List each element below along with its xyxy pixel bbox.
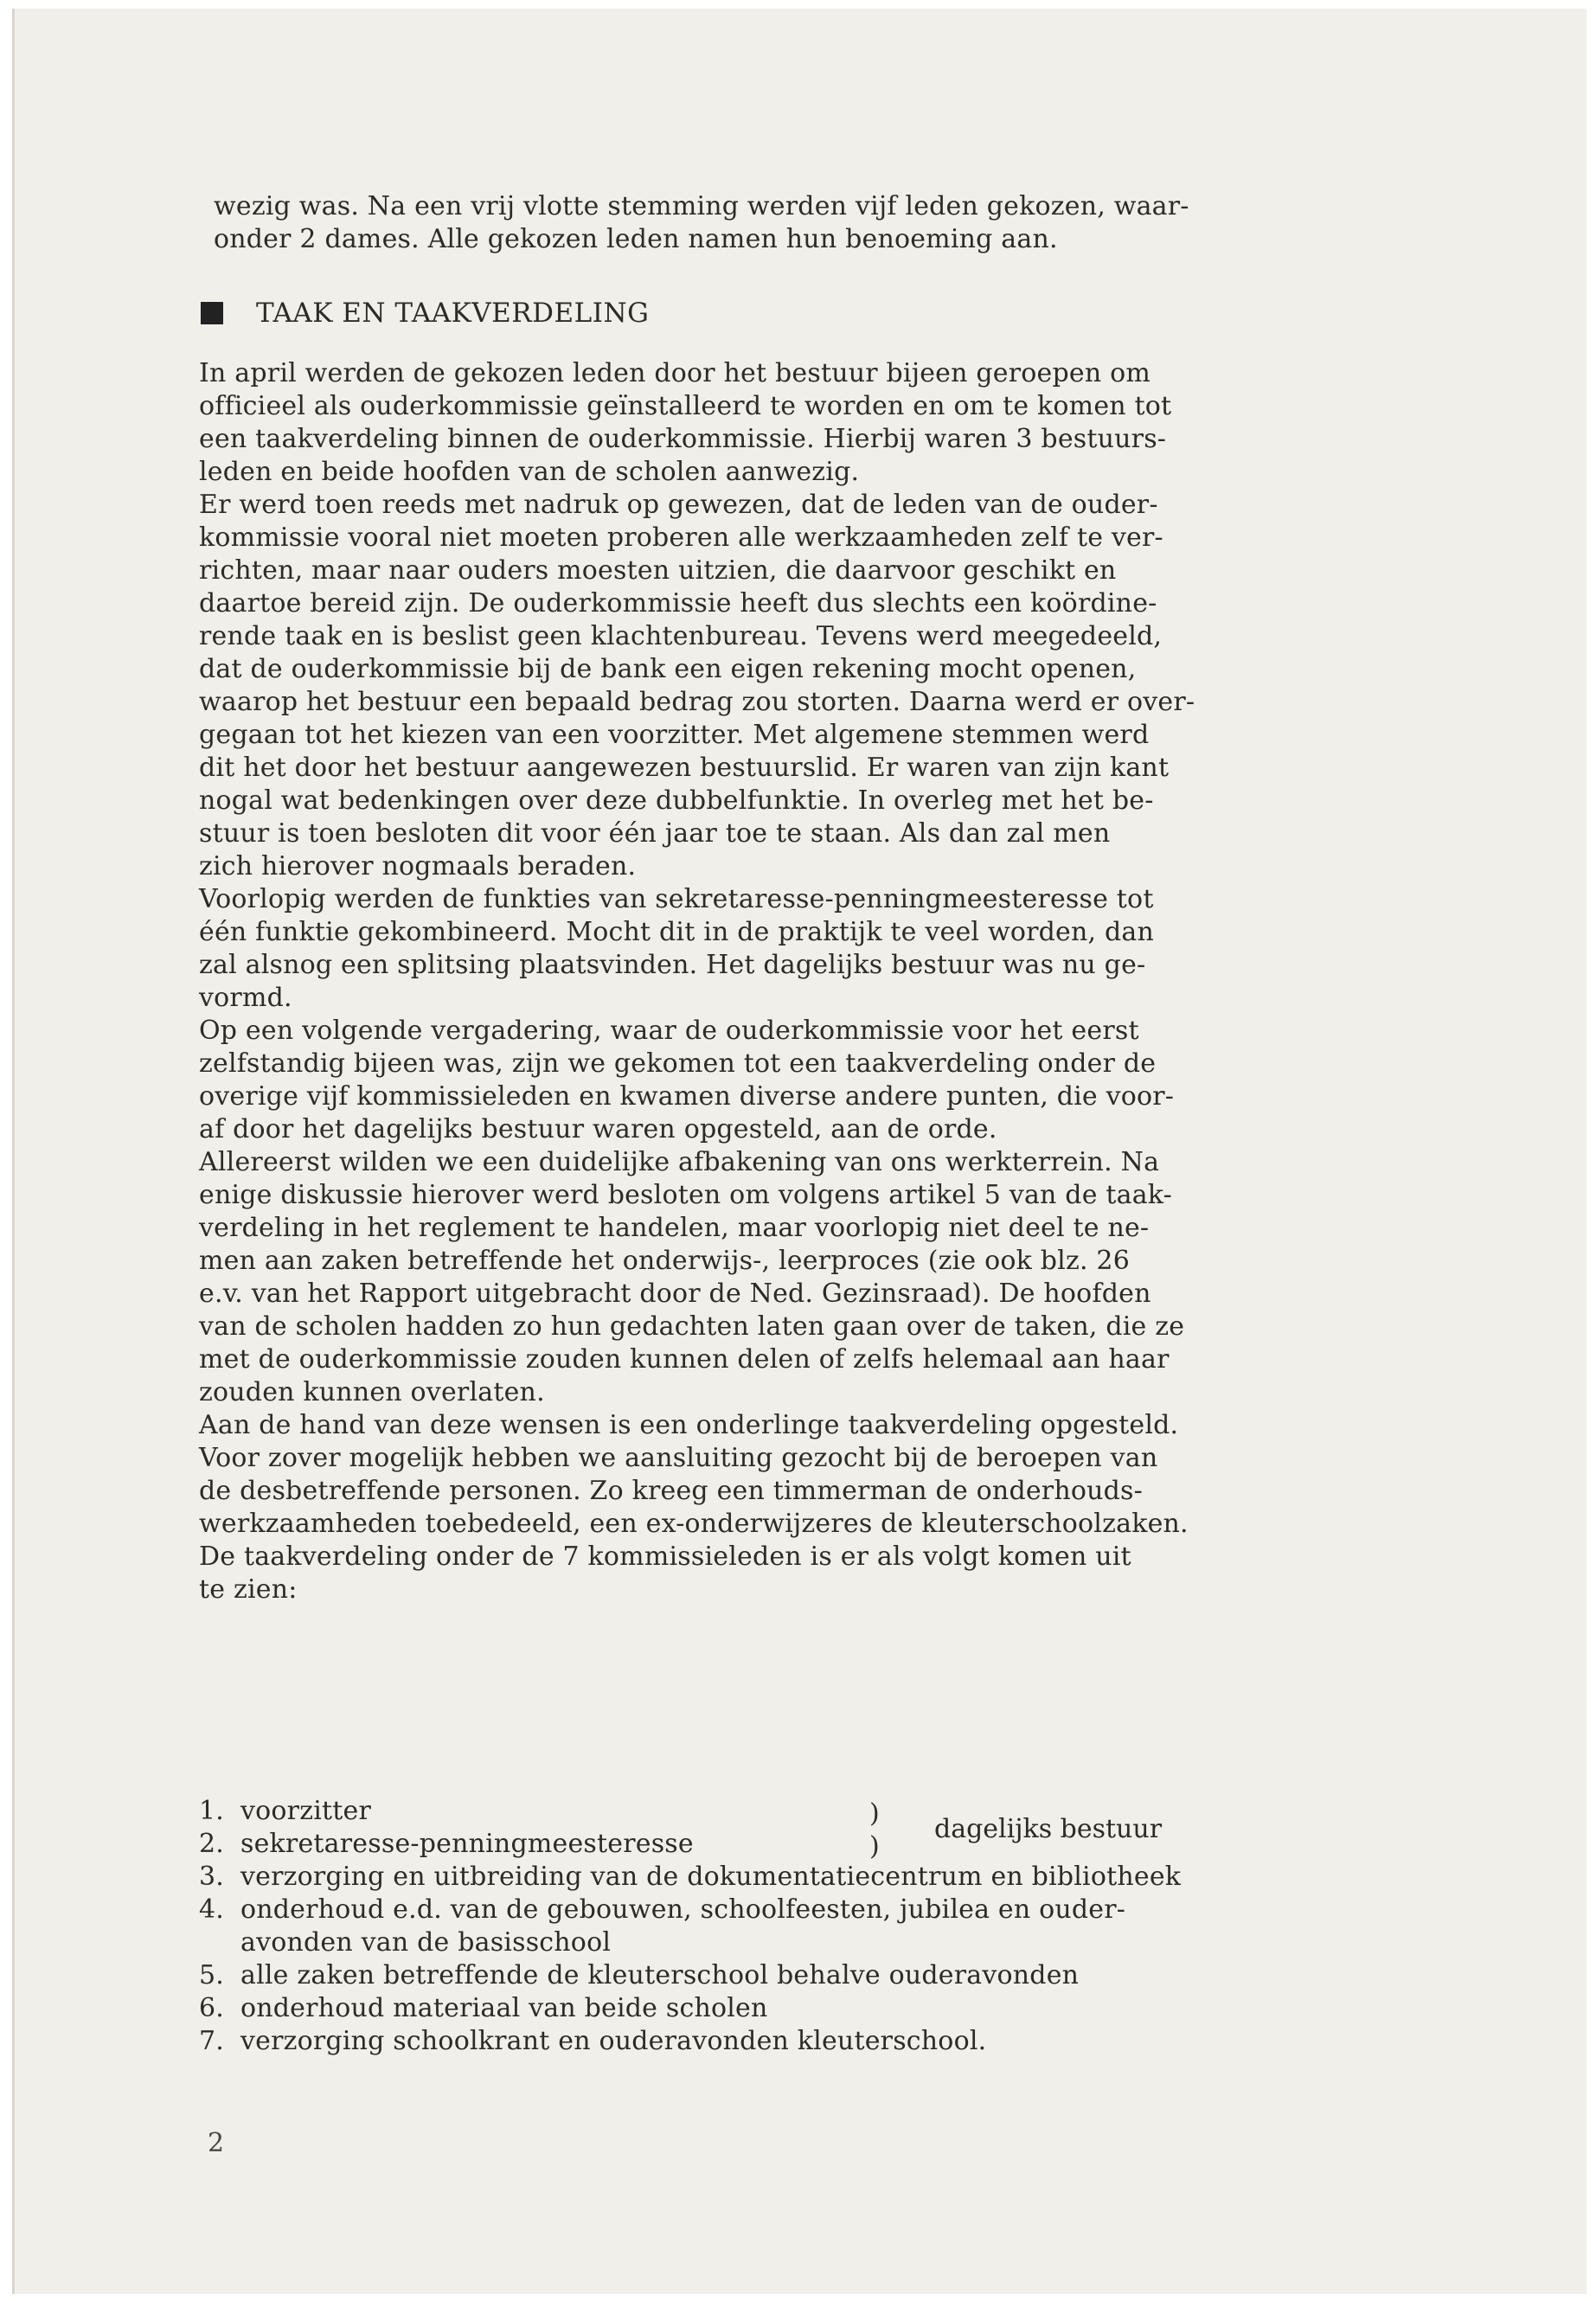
list-number: 6.: [199, 1993, 225, 2023]
text-line: zich hierover nogmaals beraden.: [199, 851, 637, 881]
text-line: stuur is toen besloten dit voor één jaar toe te staan. Als dan zal men: [199, 818, 1111, 849]
text-line: richten, maar naar ouders moesten uitzien, die daarvoor geschikt en: [199, 555, 1117, 586]
text-line: één funktie gekombineerd. Mocht dit in de praktijk te veel worden, dan: [199, 917, 1155, 947]
list-text: verzorging en uitbreiding van de dokumentatiecentrum en bibliotheek: [240, 1862, 1182, 1892]
text-line: e.v. van het Rapport uitgebracht door de Ned. Gezinsraad). De hoofden: [199, 1279, 1151, 1309]
list-item: [199, 1894, 1479, 1926]
list-text: onderhoud e.d. van de gebouwen, schoolfeesten, jubilea en ouder-: [240, 1894, 1126, 1925]
body-text: [199, 356, 1479, 1606]
text-line: werkzaamheden toebedeeld, een ex-onderwijzeres de kleuterschoolzaken.: [199, 1509, 1189, 1539]
text-line: af door het dagelijks bestuur waren opgesteld, aan de orde.: [199, 1114, 997, 1144]
list-item: [199, 2025, 1479, 2058]
text-line: kommissie vooral niet moeten proberen alle werkzaamheden zelf te ver-: [199, 522, 1163, 553]
list-number: 5.: [199, 1960, 225, 1990]
intro-paragraph: [214, 190, 1477, 256]
list-item: [199, 1926, 1479, 1959]
text-line: nogal wat bedenkingen over deze dubbelfunktie. In overleg met het be-: [199, 785, 1154, 816]
text-line: dat de ouderkommissie bij de bank een eigen rekening mocht openen,: [199, 654, 1137, 684]
page-number: 2: [208, 2128, 225, 2158]
task-list: [199, 1795, 1479, 2058]
list-text: onderhoud materiaal van beide scholen: [240, 1993, 768, 2023]
list-text: voorzitter: [240, 1796, 372, 1826]
text-line: zal alsnog een splitsing plaatsvinden. Het dagelijks bestuur was nu ge-: [199, 950, 1146, 980]
list-number: 3.: [199, 1862, 225, 1892]
text-line: rende taak en is beslist geen klachtenbureau. Tevens werd meegedeeld,: [199, 621, 1163, 651]
text-line: wezig was. Na een vrij vlotte stemming werden vijf leden gekozen, waar-: [214, 191, 1189, 221]
list-item: [199, 1795, 1479, 1828]
text-line: zelfstandig bijeen was, zijn we gekomen tot een taakverdeling onder de: [199, 1048, 1157, 1079]
list-number: 4.: [199, 1894, 225, 1925]
text-line: men aan zaken betreffende het onderwijs-, leerproces (zie ook blz. 26: [199, 1246, 1131, 1276]
text-line: zouden kunnen overlaten.: [199, 1377, 545, 1407]
list-number: 7.: [199, 2026, 225, 2056]
section-heading: [201, 298, 649, 329]
text-line: van de scholen hadden zo hun gedachten laten gaan over de taken, die ze: [199, 1311, 1185, 1342]
list-item: [199, 1959, 1479, 1992]
square-bullet-icon: [201, 302, 223, 324]
group-label: dagelijks bestuur: [934, 1814, 1163, 1844]
text-line: In april werden de gekozen leden door het bestuur bijeen geroepen om: [199, 358, 1151, 388]
text-line: de desbetreffende personen. Zo kreeg een timmerman de onderhouds-: [199, 1476, 1143, 1506]
text-line: De taakverdeling onder de 7 kommissieleden is er als volgt komen uit: [199, 1541, 1131, 1572]
list-text: sekretaresse-penningmeesteresse: [240, 1829, 694, 1859]
text-line: Op een volgende vergadering, waar de ouderkommissie voor het eerst: [199, 1016, 1139, 1046]
text-line: Voor zover mogelijk hebben we aansluiting gezocht bij de beroepen van: [199, 1443, 1158, 1473]
list-text: alle zaken betreffende de kleuterschool behalve ouderavonden: [240, 1960, 1080, 1990]
text-line: gegaan tot het kiezen van een voorzitter. Met algemene stemmen werd: [199, 720, 1150, 750]
text-line: officieel als ouderkommissie geïnstalleerd te worden en om te komen tot: [199, 391, 1172, 421]
list-number: 2.: [199, 1829, 225, 1859]
bracket-icon: ) ): [869, 1798, 880, 1862]
list-item: [199, 1992, 1479, 2025]
list-item: [199, 1828, 1479, 1861]
text-line: onder 2 dames. Alle gekozen leden namen hun benoeming aan.: [214, 224, 1058, 254]
text-line: Voorlopig werden de funkties van sekretaresse-penningmeesteresse tot: [199, 884, 1154, 914]
text-line: dit het door het bestuur aangewezen bestuurslid. Er waren van zijn kant: [199, 753, 1170, 783]
heading-text: TAAK EN TAAKVERDELING: [256, 298, 650, 329]
list-number: 1.: [199, 1796, 225, 1826]
text-line: Allereerst wilden we een duidelijke afbakening van ons werkterrein. Na: [199, 1147, 1160, 1177]
list-number: [199, 1926, 240, 1959]
list-item: [199, 1861, 1479, 1894]
text-line: vormd.: [199, 983, 292, 1013]
list-text: avonden van de basisschool: [240, 1927, 612, 1958]
text-line: te zien:: [199, 1574, 298, 1605]
text-line: Aan de hand van deze wensen is een onderlinge taakverdeling opgesteld.: [199, 1410, 1179, 1440]
text-line: Er werd toen reeds met nadruk op gewezen, dat de leden van de ouder-: [199, 490, 1158, 520]
text-line: verdeling in het reglement te handelen, maar voorlopig niet deel te ne-: [199, 1213, 1150, 1243]
text-line: overige vijf kommissieleden en kwamen diverse andere punten, die voor-: [199, 1081, 1175, 1112]
text-line: met de ouderkommissie zouden kunnen delen of zelfs helemaal aan haar: [199, 1344, 1170, 1375]
list-text: verzorging schoolkrant en ouderavonden kleuterschool.: [240, 2026, 987, 2056]
text-line: leden en beide hoofden van de scholen aanwezig.: [199, 457, 860, 487]
text-line: waarop het bestuur een bepaald bedrag zou storten. Daarna werd er over-: [199, 687, 1195, 717]
text-line: daartoe bereid zijn. De ouderkommissie heeft dus slechts een koördine-: [199, 588, 1157, 619]
text-line: enige diskussie hierover werd besloten om volgens artikel 5 van de taak-: [199, 1180, 1173, 1210]
text-line: een taakverdeling binnen de ouderkommissie. Hierbij waren 3 bestuurs-: [199, 424, 1167, 454]
